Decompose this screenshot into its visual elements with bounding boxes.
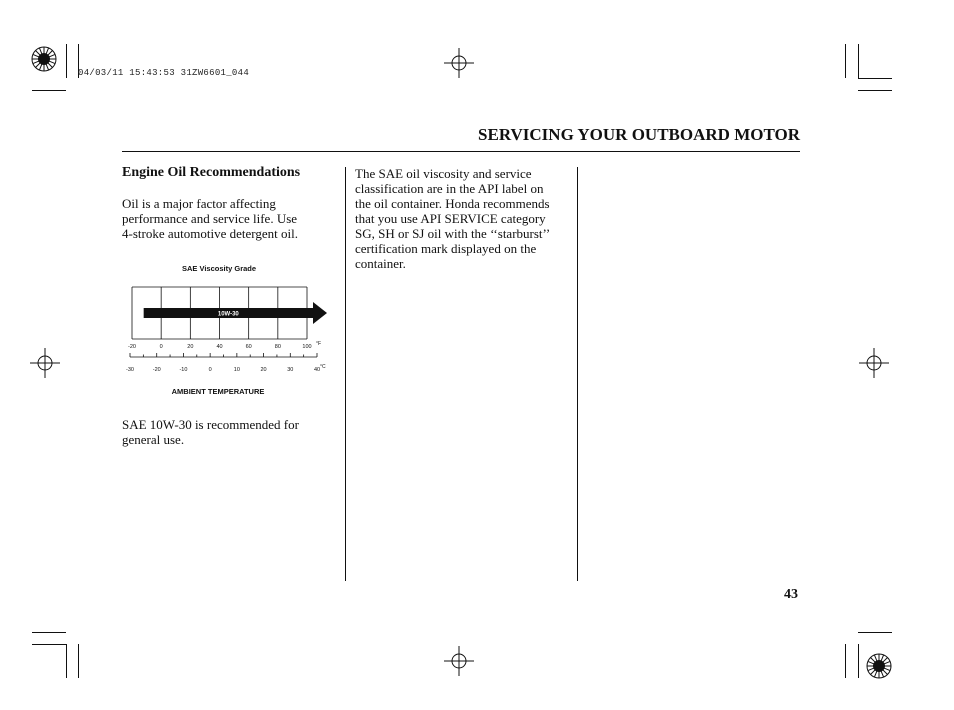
fahrenheit-axis xyxy=(128,341,321,350)
tick-label-f: 80 xyxy=(274,344,281,350)
api-paragraph xyxy=(355,166,550,271)
starburst-registration-icon xyxy=(865,652,893,680)
text-line: container. xyxy=(355,256,406,271)
tick-label-f: 60 xyxy=(245,344,252,350)
text-line: The SAE oil viscosity and service xyxy=(355,166,532,181)
bar-label: 10W-30 xyxy=(217,311,239,318)
column-divider xyxy=(345,167,346,581)
text-line: classification are in the API label on xyxy=(355,181,544,196)
text-line: SG, SH or SJ oil with the ‘‘starburst’’ xyxy=(355,226,551,241)
intro-paragraph xyxy=(122,196,298,241)
tick-label-f: 100 xyxy=(302,344,312,350)
text-line: general use. xyxy=(122,432,185,447)
text-line: 4-stroke automotive detergent oil. xyxy=(122,226,298,241)
print-stamp: 04/03/11 15:43:53 31ZW6601_044 xyxy=(78,68,250,78)
page-number: 43 xyxy=(784,587,798,602)
section-title: SERVICING YOUR OUTBOARD MOTOR xyxy=(478,125,800,144)
text-line: that you use API SERVICE category xyxy=(355,211,546,226)
tick-label-f: 40 xyxy=(216,344,223,350)
chart-xlabel: AMBIENT TEMPERATURE xyxy=(171,387,265,396)
text-line: SAE 10W-30 is recommended for xyxy=(122,417,299,432)
closing-paragraph xyxy=(122,417,299,447)
crosshair-registration-icon xyxy=(444,646,474,676)
text-line: the oil container. Honda recommends xyxy=(355,196,550,211)
section-heading: Engine Oil Recommendations xyxy=(122,165,301,180)
chart-title: SAE Viscosity Grade xyxy=(181,264,257,273)
starburst-registration-icon xyxy=(30,45,58,73)
chart-bars xyxy=(144,302,327,324)
text-line: certification mark displayed on the xyxy=(355,241,537,256)
tick-label-c: -10 xyxy=(179,367,188,373)
unit-label-c: °C xyxy=(320,364,326,370)
text-line: performance and service life. Use xyxy=(122,211,298,226)
celsius-axis xyxy=(126,353,326,373)
viscosity-chart xyxy=(118,258,340,400)
crosshair-registration-icon xyxy=(859,348,889,378)
tick-label-c: 30 xyxy=(287,367,294,373)
tick-label-c: -20 xyxy=(152,367,161,373)
tick-label-c: 0 xyxy=(208,367,212,373)
header-rule xyxy=(122,151,800,152)
tick-label-c: -30 xyxy=(126,367,134,373)
tick-label-c: 40 xyxy=(313,367,321,373)
crosshair-registration-icon xyxy=(444,48,474,78)
text-line: Oil is a major factor affecting xyxy=(122,196,276,211)
tick-label-c: 10 xyxy=(233,367,240,373)
crosshair-registration-icon xyxy=(30,348,60,378)
tick-label-f: 0 xyxy=(159,344,163,350)
tick-label-f: -20 xyxy=(128,344,136,350)
tick-label-f: 20 xyxy=(187,344,194,350)
tick-label-c: 20 xyxy=(260,367,267,373)
unit-label-f: °F xyxy=(316,341,322,347)
column-divider xyxy=(577,167,578,581)
